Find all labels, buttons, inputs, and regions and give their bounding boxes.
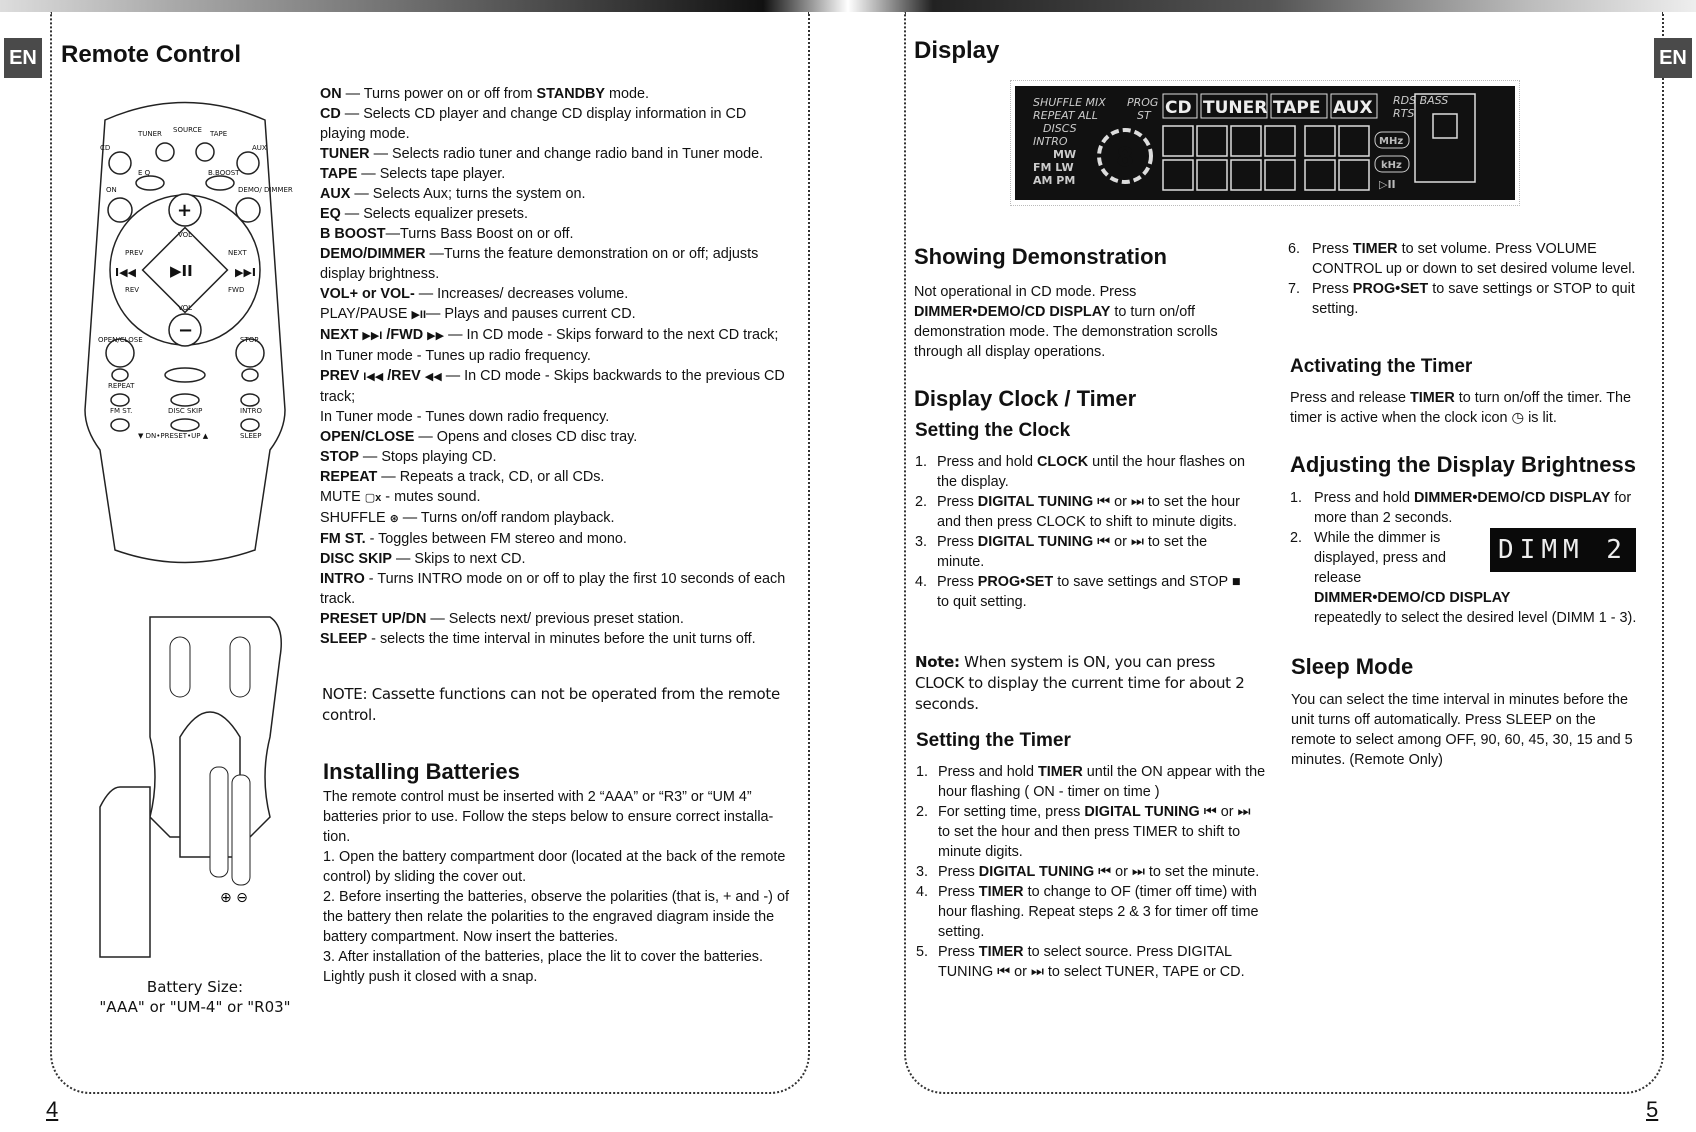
function-item: TAPE — Selects tape player. bbox=[320, 166, 506, 182]
setting-clock-title: Setting the Clock bbox=[915, 420, 1071, 441]
lcd-am-pm: AM PM bbox=[1033, 174, 1076, 187]
remote-label-repeat: REPEAT bbox=[108, 382, 135, 390]
function-item-mute: MUTE ▢x - mutes sound. bbox=[320, 489, 481, 505]
batteries-paragraph: 2. Before inserting the batteries, observe the polarities (that is, + and -) of the battery then relate the polarities to the engraved diagram inside the battery compartment. Now insert the batteries. bbox=[323, 889, 789, 945]
battery-compartment-illustration bbox=[70, 597, 300, 997]
lcd-mode-tuner: TUNER bbox=[1203, 98, 1268, 118]
function-item-prev: PREV I◀◀ /REV ◀◀ — In CD mode - Skips backwards to the previous CD track; In Tuner mode - Tunes down radio frequency. bbox=[320, 368, 785, 425]
remote-label-on: ON bbox=[106, 186, 117, 194]
brightness-step: 2. While the dimmer is displayed, press and release bbox=[1290, 530, 1446, 586]
play-pause-icon: ▶II bbox=[170, 262, 193, 280]
clock-step: 1. Press and hold CLOCK until the hour flashes on the display. bbox=[915, 454, 1245, 490]
remote-functions-list bbox=[320, 84, 790, 649]
remote-label-intro: INTRO bbox=[240, 407, 262, 415]
page-number-right: 5 bbox=[1646, 1097, 1659, 1122]
remote-label-stop: STOP bbox=[240, 336, 259, 344]
lcd-play-pause-icon: ▷II bbox=[1379, 178, 1396, 191]
function-item-shuffle: SHUFFLE ⊛ — Turns on/off random playback. bbox=[320, 510, 615, 526]
timer-step: 2. For setting time, press DIGITAL TUNING ⏮ or ⏭ to set the hour and then press TIMER to shift to minute digits. bbox=[916, 804, 1251, 860]
installing-batteries-text bbox=[323, 787, 793, 987]
timer-steps-continued bbox=[1288, 239, 1638, 319]
timer-step: 4. Press TIMER to change to OF (timer off time) with hour flashing. Repeat steps 2 & 3 for timer off time setting. bbox=[916, 884, 1259, 940]
lcd-fm-lw: FM LW bbox=[1033, 161, 1074, 174]
remote-label-fmst: FM ST. bbox=[110, 407, 133, 415]
prev-icon: I◀◀ bbox=[115, 266, 137, 279]
note-text: Cassette functions can not be operated from the remote control. bbox=[322, 685, 780, 724]
function-item: STOP — Stops playing CD. bbox=[320, 449, 497, 465]
remote-label-tuner: TUNER bbox=[138, 130, 162, 138]
remote-label-sleep: SLEEP bbox=[240, 432, 262, 440]
battery-size-values: "AAA" or "UM-4" or "R03" bbox=[99, 998, 291, 1016]
mute-icon: ▢x bbox=[364, 492, 382, 504]
showing-demonstration-text: Not operational in CD mode. Press DIMMER•DEMO/CD DISPLAY to turn on/off demonstration mode. The demonstration scrolls through all display operations. bbox=[914, 284, 1218, 360]
language-tab-en: EN bbox=[4, 38, 42, 78]
function-item: TUNER — Selects radio tuner and change radio band in Tuner mode. bbox=[320, 146, 764, 162]
function-item: VOL+ or VOL- — Increases/ decreases volume. bbox=[320, 286, 629, 302]
batteries-paragraph: 1. Open the battery compartment door (located at the back of the remote control) by sliding the cover out. bbox=[323, 849, 786, 885]
function-item: INTRO - Turns INTRO mode on or off to play the first 10 seconds of each track. bbox=[320, 571, 786, 607]
activating-timer-title: Activating the Timer bbox=[1290, 356, 1473, 377]
remote-control-illustration bbox=[70, 80, 300, 580]
remote-label-bboost: B.BOOST bbox=[208, 169, 240, 177]
lcd-mode-aux: AUX bbox=[1333, 98, 1373, 118]
play-pause-icon: ▶II bbox=[411, 309, 427, 321]
lcd-mhz: MHz bbox=[1379, 136, 1404, 147]
batteries-paragraph: The remote control must be inserted with 2 “AAA” or “R3” or “UM 4” batteries prior to use. Follow the steps below to ensure correct installa-tion. bbox=[323, 789, 774, 845]
prev-track-icon: I◀◀ bbox=[363, 371, 384, 383]
clock-step: 2. Press DIGITAL TUNING ⏮ or ⏭ to set the hour and then press CLOCK to shift to minute digits. bbox=[915, 494, 1240, 530]
lcd-discs: DISCS bbox=[1043, 122, 1077, 135]
clock-note bbox=[915, 652, 1265, 715]
sleep-mode-text: You can select the time interval in minutes before the unit turns off automatically. Press SLEEP on the remote to select among OFF, 90, 60, 45, 30, 15 and 5 minutes. (Remote Only) bbox=[1291, 692, 1633, 768]
adjusting-brightness-title: Adjusting the Display Brightness bbox=[1290, 452, 1636, 477]
remote-label-next: NEXT bbox=[228, 249, 247, 257]
timer-step: 6. Press TIMER to set volume. Press VOLUME CONTROL up or down to set desired volume level. bbox=[1288, 241, 1636, 277]
note-label: Note: bbox=[915, 653, 960, 671]
remote-label-tape: TAPE bbox=[210, 130, 228, 138]
function-item: DISC SKIP — Skips to next CD. bbox=[320, 551, 526, 567]
brightness-step-key: DIMMER•DEMO/CD DISPLAY bbox=[1314, 590, 1511, 606]
function-item-next: NEXT ▶▶I /FWD ▶▶ — In CD mode - Skips forward to the next CD track; In Tuner mode - Tunes up radio frequency. bbox=[320, 327, 779, 364]
remote-label-demo: DEMO/ DIMMER bbox=[238, 186, 293, 194]
remote-label-discskip: DISC SKIP bbox=[168, 407, 203, 415]
shuffle-icon: ⊛ bbox=[389, 513, 399, 525]
function-item: DEMO/DIMMER —Turns the feature demonstration on or off; adjusts display brightness. bbox=[320, 246, 759, 282]
batteries-paragraph: 3. After installation of the batteries, place the lit to cover the batteries. Lightly push it closed with a snap. bbox=[323, 949, 763, 985]
setting-timer-title: Setting the Timer bbox=[916, 730, 1071, 751]
lcd-mw: MW bbox=[1053, 148, 1077, 161]
battery-size-label: Battery Size: bbox=[146, 978, 244, 996]
remote-label-rev: REV bbox=[125, 286, 140, 294]
lcd-shuffle-mix: SHUFFLE MIX bbox=[1033, 96, 1106, 109]
remote-label-source: SOURCE bbox=[173, 126, 202, 134]
timer-step: 7. Press PROG•SET to save settings or STOP to quit setting. bbox=[1288, 281, 1635, 317]
note-label: NOTE: bbox=[322, 685, 368, 703]
left-page bbox=[0, 12, 848, 1132]
installing-batteries-title: Installing Batteries bbox=[323, 759, 520, 784]
page-number-left: 4 bbox=[46, 1097, 59, 1122]
remote-label-vol-bottom: VOL bbox=[178, 304, 193, 312]
clock-step: 4. Press PROG•SET to save settings and STOP ■ to quit setting. bbox=[915, 574, 1241, 610]
display-title: Display bbox=[914, 37, 1000, 64]
function-item: PRESET UP/DN — Selects next/ previous preset station. bbox=[320, 611, 684, 627]
remote-label-aux: AUX bbox=[252, 144, 267, 152]
vol-minus-icon: − bbox=[178, 320, 194, 341]
remote-label-eq: E Q bbox=[138, 169, 151, 177]
polarity-icon: ⊕ ⊖ bbox=[220, 890, 248, 906]
lcd-repeat-all: REPEAT ALL bbox=[1033, 109, 1098, 122]
function-item: CD — Selects CD player and change CD display information in CD playing mode. bbox=[320, 106, 747, 142]
remote-label-vol-top: VOL bbox=[178, 231, 193, 239]
next-track-icon: ▶▶I bbox=[362, 330, 383, 342]
function-item: FM ST. - Toggles between FM stereo and mono. bbox=[320, 531, 627, 547]
showing-demonstration-title: Showing Demonstration bbox=[914, 244, 1167, 269]
lcd-khz: kHz bbox=[1381, 160, 1402, 171]
display-clock-timer-title: Display Clock / Timer bbox=[914, 386, 1137, 411]
page-top-bar bbox=[0, 0, 1696, 12]
remote-label-openclose: OPEN/CLOSE bbox=[98, 336, 143, 344]
dimm-display-illustration: DIMM 2 bbox=[1490, 528, 1636, 572]
vol-plus-icon: + bbox=[177, 200, 193, 221]
brightness-step-post: repeatedly to select the desired level (DIMM 1 - 3). bbox=[1314, 610, 1637, 626]
function-item: OPEN/CLOSE — Opens and closes CD disc tray. bbox=[320, 429, 638, 445]
battery-size-caption bbox=[80, 977, 310, 1017]
lcd-st: ST bbox=[1137, 109, 1151, 122]
function-item: SLEEP - selects the time interval in minutes before the unit turns off. bbox=[320, 631, 756, 647]
remote-label-preset: ▼ DN•PRESET•UP ▲ bbox=[138, 432, 209, 440]
setting-timer-steps bbox=[916, 762, 1266, 982]
function-item: ON — Turns power on or off from STANDBY mode. bbox=[320, 86, 649, 102]
remote-label-fwd: FWD bbox=[228, 286, 245, 294]
timer-step: 5. Press TIMER to select source. Press DIGITAL TUNING ⏮ or ⏭ to select TUNER, TAPE or CD. bbox=[916, 944, 1245, 980]
cassette-note bbox=[322, 684, 792, 726]
lcd-display-illustration bbox=[1015, 86, 1515, 200]
lcd-rts: RTS bbox=[1393, 107, 1415, 120]
rewind-icon: ◀◀ bbox=[424, 371, 442, 383]
lcd-mode-tape: TAPE bbox=[1273, 98, 1321, 118]
remote-control-title: Remote Control bbox=[61, 41, 241, 68]
lcd-disc-number: 8 bbox=[1116, 143, 1135, 173]
activating-timer-text: Press and release TIMER to turn on/off the timer. The timer is active when the clock icon ◷ is lit. bbox=[1290, 390, 1632, 426]
function-item: B BOOST—Turns Bass Boost on or off. bbox=[320, 226, 574, 242]
language-tab-en: EN bbox=[1654, 38, 1692, 78]
next-icon: ▶▶I bbox=[235, 266, 257, 279]
brightness-step: 1. Press and hold DIMMER•DEMO/CD DISPLAY for more than 2 seconds. bbox=[1290, 490, 1632, 526]
timer-step: 1. Press and hold TIMER until the ON appear with the hour flashing ( ON - timer on time ) bbox=[916, 764, 1266, 800]
remote-label-prev: PREV bbox=[125, 249, 144, 257]
sleep-mode-title: Sleep Mode bbox=[1291, 654, 1414, 679]
remote-label-cd: CD bbox=[100, 144, 111, 152]
fast-forward-icon: ▶▶ bbox=[427, 330, 445, 342]
function-item: REPEAT — Repeats a track, CD, or all CDs. bbox=[320, 469, 605, 485]
lcd-rds: RDS BASS bbox=[1393, 94, 1449, 107]
function-item-play-pause: PLAY/PAUSE ▶II— Plays and pauses current CD. bbox=[320, 306, 636, 322]
lcd-mode-cd: CD bbox=[1165, 98, 1192, 118]
lcd-prog: PROG bbox=[1127, 96, 1159, 109]
lcd-intro: INTRO bbox=[1033, 135, 1068, 148]
setting-clock-steps bbox=[915, 452, 1255, 612]
timer-step: 3. Press DIGITAL TUNING ⏮ or ⏭ to set the minute. bbox=[916, 864, 1260, 880]
function-item: EQ — Selects equalizer presets. bbox=[320, 206, 528, 222]
note-text: When system is ON, you can press CLOCK to display the current time for about 2 seconds. bbox=[915, 653, 1245, 713]
clock-step: 3. Press DIGITAL TUNING ⏮ or ⏭ to set the minute. bbox=[915, 534, 1208, 570]
function-item: AUX — Selects Aux; turns the system on. bbox=[320, 186, 586, 202]
